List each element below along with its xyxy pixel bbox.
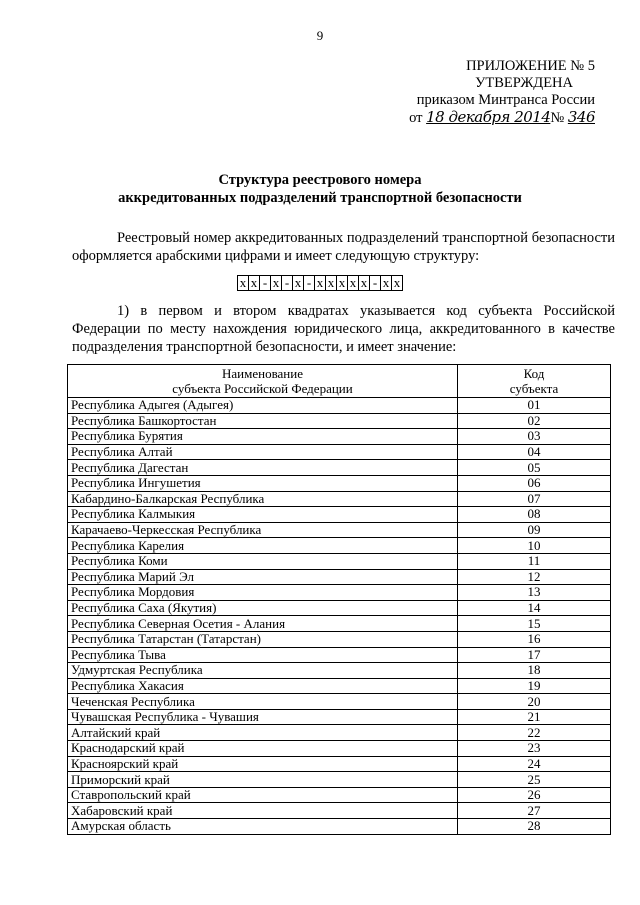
header-code-line-1: Код [523,366,545,381]
table-row [68,803,611,819]
paragraph-intro: Реестровый номер аккредитованных подразделений транспортной безопасности оформляется арабскими цифрами и имеет следующую структуру: [72,230,615,264]
subject-code-cell: 25 [458,772,611,788]
code-cell: x [393,275,401,290]
table-row [68,507,611,523]
appendix-title: ПРИЛОЖЕНИЕ № 5 [466,58,595,74]
code-cell: x [238,276,249,290]
table-row [68,772,611,788]
subject-code-cell: 01 [458,398,611,414]
subject-code-cell: 04 [458,444,611,460]
subject-code-cell: 24 [458,756,611,772]
subject-name-cell: Ставропольский край [68,787,458,803]
paragraph-subject-code: 1) в первом и втором квадратах указывается код субъекта Российской Федерации по месту нахождения юридического лица, аккредитованного в качестве подразделения транспортной безопасности, и имеет значение: [72,303,615,355]
table-row [68,725,611,741]
subject-code-cell: 11 [458,553,611,569]
subject-code-cell: 22 [458,725,611,741]
table-row [68,522,611,538]
subject-name-cell: Республика Дагестан [68,460,458,476]
subject-name-cell: Приморский край [68,772,458,788]
subject-code-cell: 03 [458,429,611,445]
number-prefix: № [550,110,565,126]
subject-code-cell: 19 [458,678,611,694]
subject-code-cell: 07 [458,491,611,507]
table-row [68,819,611,835]
subject-code-cell: 21 [458,709,611,725]
code-structure [0,274,640,292]
code-separator: - [304,276,315,290]
title-line-1: Структура реестрового номера [218,172,422,188]
code-cell: x [293,276,304,290]
header-name-line-2: субъекта Российской Федерации [172,381,353,396]
subject-code-cell: 23 [458,741,611,757]
handwritten-date: 18 декабря 2014 [426,108,551,126]
subject-name-cell: Республика Бурятия [68,429,458,445]
header-subject-name [68,365,458,398]
approved-label: УТВЕРЖДЕНА [475,75,573,91]
subject-code-cell: 15 [458,616,611,632]
header-code-line-2: субъекта [509,381,559,396]
subject-name-cell: Республика Хакасия [68,678,458,694]
subject-code-cell: 28 [458,819,611,835]
subject-code-cell: 09 [458,522,611,538]
table-row [68,756,611,772]
table-body [68,398,611,835]
subject-code-cell: 05 [458,460,611,476]
code-cell: x [381,276,392,290]
code-cell: x [326,276,337,290]
subject-name-cell: Амурская область [68,819,458,835]
code-structure-box [237,275,403,291]
table-row [68,491,611,507]
subject-name-cell: Удмуртская Республика [68,663,458,679]
subject-code-cell: 27 [458,803,611,819]
appendix-header [409,58,595,127]
subject-name-cell: Республика Марий Эл [68,569,458,585]
subject-name-cell: Алтайский край [68,725,458,741]
subject-name-cell: Республика Татарстан (Татарстан) [68,631,458,647]
subject-name-cell: Республика Тыва [68,647,458,663]
table-row [68,429,611,445]
table-row [68,585,611,601]
subject-code-cell: 18 [458,663,611,679]
table-row [68,460,611,476]
code-cell: x [359,276,370,290]
subject-name-cell: Республика Карелия [68,538,458,554]
code-separator: - [370,276,381,290]
handwritten-number: 346 [567,108,595,126]
subject-name-cell: Красноярский край [68,756,458,772]
subject-name-cell: Республика Саха (Якутия) [68,600,458,616]
subject-code-cell: 06 [458,475,611,491]
title-line-2: аккредитованных подразделений транспортной безопасности [118,190,522,206]
subject-name-cell: Хабаровский край [68,803,458,819]
table-row [68,600,611,616]
subject-name-cell: Чеченская Республика [68,694,458,710]
table-row [68,709,611,725]
table-header-row [68,365,611,398]
code-cell: x [271,276,282,290]
table-row [68,475,611,491]
code-cell: x [315,276,326,290]
table-row [68,741,611,757]
order-label: приказом Минтранса России [416,92,595,108]
subject-name-cell: Республика Северная Осетия - Алания [68,616,458,632]
date-prefix: от [409,110,423,126]
code-cell: x [337,276,348,290]
table-row [68,553,611,569]
subject-name-cell: Республика Башкортостан [68,413,458,429]
subject-name-cell: Чувашская Республика - Чувашия [68,709,458,725]
table-row [68,444,611,460]
table-row [68,569,611,585]
header-name-line-1: Наименование [222,366,303,381]
table-row [68,398,611,414]
document-title [0,171,640,207]
table-row [68,538,611,554]
subject-code-cell: 13 [458,585,611,601]
subject-code-cell: 08 [458,507,611,523]
table-row [68,631,611,647]
subject-code-cell: 14 [458,600,611,616]
table-row [68,413,611,429]
subject-name-cell: Кабардино-Балкарская Республика [68,491,458,507]
code-separator: - [260,276,271,290]
subject-name-cell: Краснодарский край [68,741,458,757]
code-cell: x [348,276,359,290]
subject-name-cell: Республика Адыгея (Адыгея) [68,398,458,414]
subject-name-cell: Республика Ингушетия [68,475,458,491]
page-number: 9 [316,28,324,43]
table-row [68,787,611,803]
header-subject-code [458,365,611,398]
subject-name-cell: Республика Калмыкия [68,507,458,523]
subject-code-cell: 26 [458,787,611,803]
subject-code-cell: 20 [458,694,611,710]
code-cell: x [249,276,260,290]
subject-name-cell: Республика Коми [68,553,458,569]
subject-name-cell: Республика Мордовия [68,585,458,601]
table-row [68,616,611,632]
subject-name-cell: Карачаево-Черкесская Республика [68,522,458,538]
subject-code-cell: 02 [458,413,611,429]
table-row [68,694,611,710]
table-row [68,663,611,679]
subjects-table [67,364,611,835]
subject-name-cell: Республика Алтай [68,444,458,460]
order-date-line [409,109,595,127]
table-row [68,647,611,663]
subject-code-cell: 16 [458,631,611,647]
subject-code-cell: 17 [458,647,611,663]
table-row [68,678,611,694]
code-separator: - [282,276,293,290]
subject-code-cell: 10 [458,538,611,554]
subject-code-cell: 12 [458,569,611,585]
